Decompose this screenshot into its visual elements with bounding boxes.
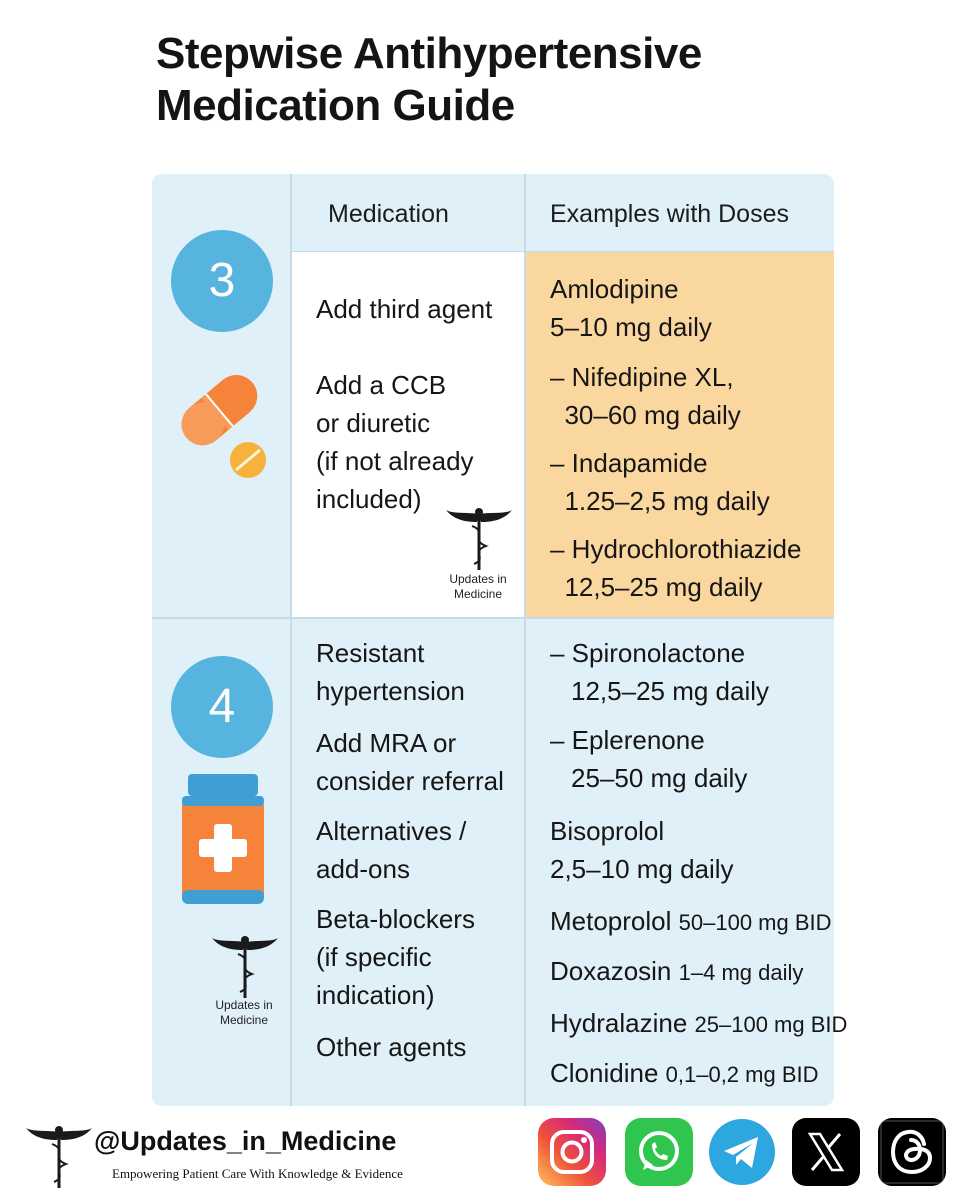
step3-example-line: 12,5–25 mg daily — [550, 572, 763, 602]
eplerenone-name: – Eplerenone — [550, 725, 705, 755]
page-title — [156, 28, 702, 132]
caduceus-icon — [444, 506, 514, 572]
instagram-icon[interactable] — [538, 1118, 606, 1186]
caduceus-logo-icon — [24, 1124, 94, 1190]
step4-med-line: Resistant — [316, 638, 425, 668]
step4-med-line: Add MRA or — [316, 728, 457, 758]
medicine-bottle-icon — [178, 772, 268, 906]
title-line-2: Medication Guide — [156, 81, 515, 130]
step4-med-line: Beta-blockers — [316, 904, 475, 934]
step4-med-line: Other agents — [316, 1032, 467, 1062]
title-line-1: Stepwise Antihypertensive — [156, 29, 702, 78]
step3-med-line: included) — [316, 484, 422, 514]
watermark-line: Updates in — [215, 998, 273, 1012]
caduceus-icon — [210, 934, 280, 1000]
doxazosin-name: Doxazosin — [550, 956, 672, 986]
metoprolol-dose: 50–100 mg BID — [678, 910, 832, 935]
spironolactone-dose: 12,5–25 mg daily — [571, 676, 770, 706]
metoprolol-line — [550, 902, 832, 942]
eplerenone-dose: 25–50 mg daily — [571, 763, 748, 793]
step3-example-line: – Hydrochlorothiazide — [550, 534, 802, 564]
doxazosin-dose: 1–4 mg daily — [678, 960, 804, 985]
step4-med-line: consider referral — [316, 766, 504, 796]
step-3-badge: 3 — [171, 230, 273, 332]
step3-med-line: Add a CCB — [316, 370, 447, 400]
bisoprolol-dose: 2,5–10 mg daily — [550, 854, 734, 884]
doxazosin-line — [550, 952, 803, 992]
step4-med-line: (if specific — [316, 942, 432, 972]
x-icon[interactable] — [792, 1118, 860, 1186]
column-divider — [524, 174, 526, 1106]
step4-med-line: hypertension — [316, 676, 465, 706]
clonidine-name: Clonidine — [550, 1058, 659, 1088]
step-4-badge: 4 — [171, 656, 273, 758]
hydralazine-name: Hydralazine — [550, 1008, 688, 1038]
step4-med-line: indication) — [316, 980, 435, 1010]
step3-example-line: 5–10 mg daily — [550, 312, 712, 342]
hydralazine-dose: 25–100 mg BID — [694, 1012, 848, 1037]
hydralazine-line — [550, 1004, 847, 1044]
bisoprolol-name: Bisoprolol — [550, 816, 665, 846]
step4-med-line: add-ons — [316, 854, 410, 884]
step3-med-line: or diuretic — [316, 408, 431, 438]
step3-example-line: – Nifedipine XL, — [550, 362, 734, 392]
clonidine-dose: 0,1–0,2 mg BID — [665, 1062, 819, 1087]
threads-icon[interactable] — [878, 1118, 946, 1186]
column-divider — [290, 174, 292, 1106]
row-divider — [152, 617, 834, 619]
step3-med-line: (if not already — [316, 446, 474, 476]
step3-med-line: Add third agent — [316, 294, 493, 324]
footer-handle[interactable]: @Updates_in_Medicine — [94, 1126, 397, 1156]
footer-tagline: Empowering Patient Care With Knowledge & Evidence — [112, 1166, 403, 1181]
step3-example-line: 1.25–2,5 mg daily — [550, 486, 770, 516]
telegram-icon[interactable] — [708, 1118, 776, 1186]
watermark-line: Medicine — [453, 587, 503, 601]
step3-example-line: Amlodipine — [550, 274, 679, 304]
header-examples: Examples with Doses — [550, 200, 789, 228]
metoprolol-name: Metoprolol — [550, 906, 672, 936]
watermark-line: Updates in — [449, 572, 507, 586]
clonidine-line — [550, 1054, 819, 1094]
watermark-line: Medicine — [219, 1013, 269, 1027]
watermark-label — [428, 572, 528, 602]
step4-med-line: Alternatives / — [316, 816, 467, 846]
whatsapp-icon[interactable] — [625, 1118, 693, 1186]
header-medication: Medication — [328, 200, 449, 228]
watermark-label — [194, 998, 294, 1028]
header-divider — [292, 251, 834, 252]
pill-icon — [170, 360, 280, 480]
step3-example-line: – Indapamide — [550, 448, 708, 478]
spironolactone-name: – Spironolactone — [550, 638, 746, 668]
step3-example-line: 30–60 mg daily — [550, 400, 741, 430]
